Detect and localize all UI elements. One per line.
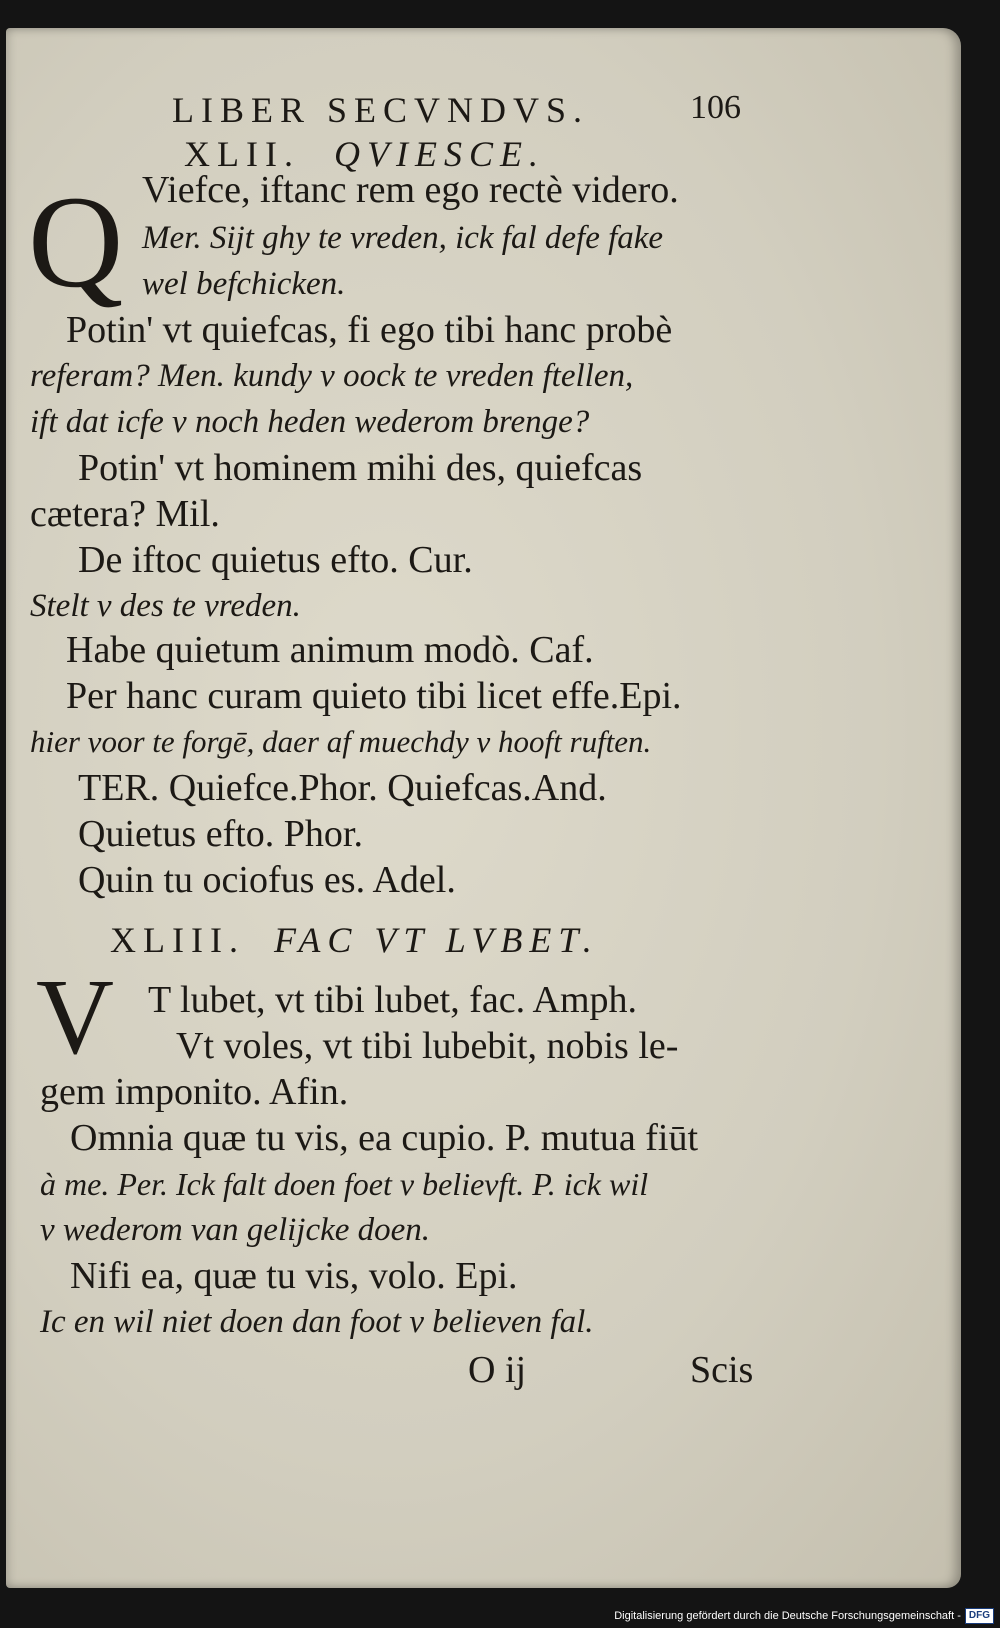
- s42-line-1: Viefce, iftanc rem ego rectè videro.: [142, 169, 679, 211]
- s43-line-6: v wederom van gelijcke doen.: [40, 1212, 431, 1248]
- s42-line-10: Stelt v des te vreden.: [30, 588, 301, 624]
- s42-line-5: referam? Men. kundy v oock te vreden ftellen,: [30, 358, 634, 394]
- section-43-title: FAC VT LVBET.: [274, 920, 599, 960]
- s43-line-5: à me. Per. Ick falt doen foet v believft. P. ick wil: [40, 1166, 649, 1202]
- drop-cap-v: V: [36, 958, 114, 1077]
- s42-line-8: cætera? Mil.: [30, 493, 220, 535]
- section-43-number: XLIII.: [110, 920, 245, 960]
- s42-line-13: hier voor te forgē, daer af muechdy v hooft ruften.: [30, 724, 652, 759]
- running-title: LIBER SECVNDVS.: [172, 90, 590, 130]
- page-number: 106: [690, 89, 741, 126]
- book-page: [6, 28, 961, 1588]
- section-42-number: XLII.: [184, 134, 300, 174]
- s42-line-11: Habe quietum animum modò. Caf.: [66, 629, 594, 671]
- s43-line-7: Nifi ea, quæ tu vis, volo. Epi.: [70, 1255, 518, 1297]
- s43-line-8: Ic en wil niet doen dan foot v believen fal.: [40, 1304, 594, 1340]
- s42-line-6: ift dat icfe v noch heden wederom brenge?: [30, 404, 590, 440]
- s43-line-4: Omnia quæ tu vis, ea cupio. P. mutua fiūt: [70, 1117, 699, 1159]
- s42-line-7: Potin' vt hominem mihi des, quiefcas: [78, 447, 643, 489]
- credit-text: Digitalisierung gefördert durch die Deutsche Forschungsgemeinschaft -: [614, 1610, 961, 1622]
- signature-mark: O ij: [468, 1349, 527, 1391]
- s42-line-15: Quietus efto. Phor.: [78, 813, 363, 855]
- dfg-logo: DFG: [965, 1608, 994, 1624]
- drop-cap-q: Q: [28, 168, 124, 315]
- s42-line-9: De iftoc quietus efto. Cur.: [78, 539, 473, 581]
- s42-line-2: Mer. Sijt ghy te vreden, ick fal defe fake: [142, 220, 664, 256]
- s42-line-12: Per hanc curam quieto tibi licet effe.Epi.: [66, 675, 682, 717]
- s43-line-1: T lubet, vt tibi lubet, fac. Amph.: [148, 979, 638, 1021]
- s42-line-16: Quin tu ociofus es. Adel.: [78, 859, 456, 901]
- s42-line-14: TER. Quiefce.Phor. Quiefcas.And.: [78, 767, 607, 809]
- digitization-credit: [614, 1608, 994, 1624]
- section-42-title: QVIESCE.: [334, 134, 545, 174]
- s42-line-3: wel befchicken.: [142, 266, 346, 302]
- s42-line-4: Potin' vt quiefcas, fi ego tibi hanc probè: [66, 309, 673, 351]
- s43-line-2: Vt voles, vt tibi lubebit, nobis le-: [176, 1025, 679, 1067]
- s43-line-3: gem imponito. Afin.: [40, 1071, 349, 1113]
- catchword: Scis: [690, 1349, 754, 1391]
